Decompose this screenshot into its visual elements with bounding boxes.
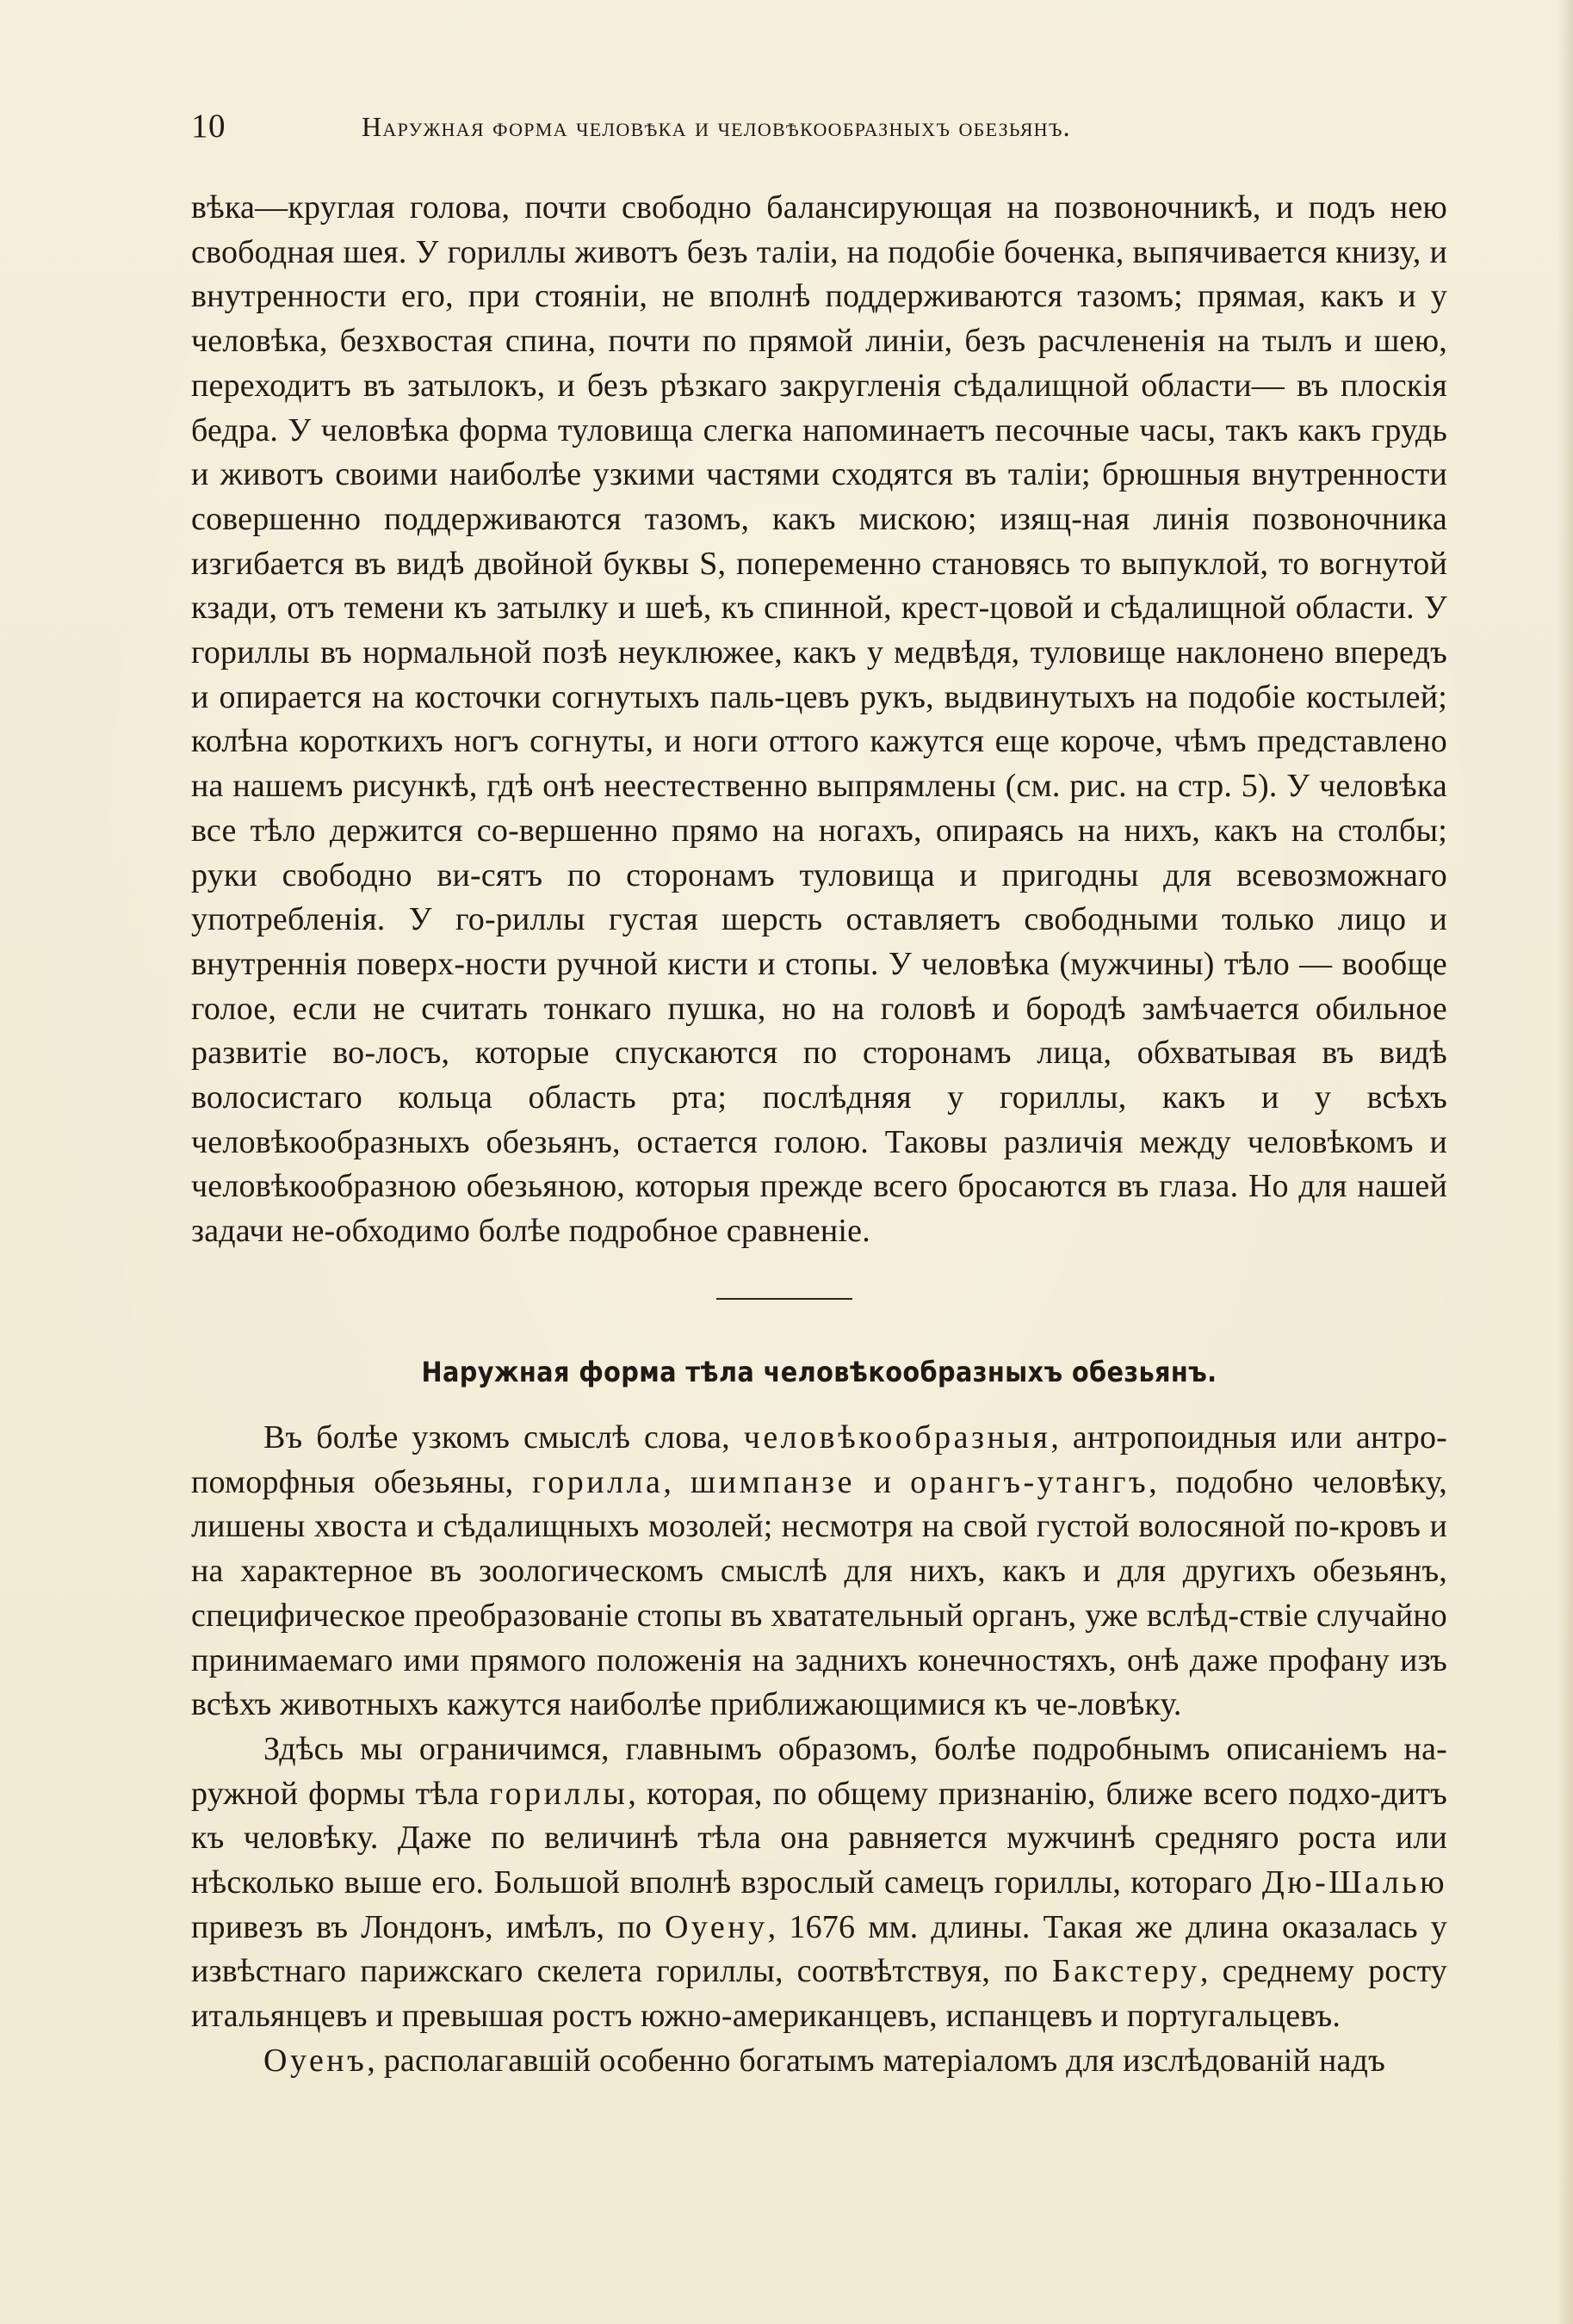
text-run: , 1676 мм. длины. Такая же длина оказалась у извѣстнаго парижскаго скелета гориллы, соотвѣтствуя, по: [191, 1908, 1447, 1990]
text-run: Въ болѣе узкомъ смыслѣ слова,: [263, 1419, 744, 1456]
spaced-term: человѣкообразныя: [743, 1419, 1051, 1456]
section-divider: [716, 1298, 852, 1300]
spaced-term: орангъ-утангъ: [910, 1463, 1149, 1500]
spaced-name: Оуенъ: [263, 2042, 368, 2079]
running-title: Наружная форма человѣка и человѣкообразныхъ обезьянъ.: [362, 111, 1071, 142]
spaced-term: шимпанзе: [690, 1463, 855, 1500]
page-edge-shadow: [1558, 0, 1573, 2324]
spaced-term: горилла: [532, 1463, 664, 1500]
spaced-term: гориллы: [489, 1775, 629, 1812]
section-text-block: [191, 1416, 1447, 2084]
text-run: ,: [663, 1463, 691, 1500]
text-run: , которая, по общему признанію, ближе всего подхо-дитъ къ человѣку. Даже по величинѣ тѣла она равняется мужчинѣ средняго роста или нѣсколько выше его. Большой вполнѣ взрослый самецъ гориллы, котораго: [191, 1775, 1447, 1901]
spaced-name: Оуену: [664, 1908, 768, 1945]
continued-text-block: [191, 186, 1447, 1254]
section-heading: Наружная форма тѣла человѣкообразныхъ обезьянъ.: [421, 1356, 1217, 1388]
text-run: Здѣсь мы ограничимся, главнымъ образомъ, болѣе подробнымъ описаніемъ на-ружной формы тѣла: [191, 1730, 1447, 1812]
text-run: привезъ въ Лондонъ, имѣлъ, по: [191, 1908, 665, 1945]
text-run: , антропоидныя или антро-поморфныя обезьяны,: [191, 1419, 1448, 1500]
text-run: , среднему росту итальянцевъ и превышая ростъ южно-американцевъ, испанцевъ и португальцевъ.: [191, 1953, 1447, 2035]
text-run: и: [854, 1463, 911, 1500]
paragraph-continued: вѣка—круглая голова, почти свободно балансирующая на позвоночникѣ, и подъ нею свободная шея. У гориллы животъ безъ таліи, на подобіе боченка, выпячивается книзу, и внутренности его, при стояніи, не вполнѣ поддерживаются тазомъ; прямая, какъ и у человѣка, безхвостая спина, почти по прямой линіи, безъ расчлененія на тылъ и шею, переходитъ въ затылокъ, и безъ рѣзкаго закругленія сѣдалищной области— въ плоскія бедра. У человѣка форма туловища слегка напоминаетъ песочные часы, такъ какъ грудь и животъ своими наиболѣе узкими частями сходятся въ таліи; брюшныя внутренности совершенно поддерживаются тазомъ, какъ мискою; изящ-ная линія позвоночника изгибается въ видѣ двойной буквы S, попеременно становясь то выпуклой, то вогнутой кзади, отъ темени къ затылку и шеѣ, къ спинной, крест-цовой и сѣдалищной области. У гориллы въ нормальной позѣ неуклюжее, какъ у медвѣдя, туловище наклонено впередъ и опирается на косточки согнутыхъ паль-цевъ рукъ, выдвинутыхъ на подобіе костылей; колѣна короткихъ ногъ согнуты, и ноги оттого кажутся еще короче, чѣмъ представлено на нашемъ рисункѣ, гдѣ онѣ неестественно выпрямлены (см. рис. на стр. 5). У человѣка все тѣло держится со-вершенно прямо на ногахъ, опираясь на нихъ, какъ на столбы; руки свободно ви-сятъ по сторонамъ туловища и пригодны для всевозможнаго употребленія. У го-риллы густая шерсть оставляетъ свободными только лицо и внутреннія поверх-ности ручной кисти и стопы. У человѣка (мужчины) тѣло — вообще голое, если не считать тонкаго пушка, но на головѣ и бородѣ замѣчается обильное развитіе во-лосъ, которые спускаются по сторонамъ лица, обхватывая въ видѣ волосистаго кольца область рта; послѣдняя у гориллы, какъ и у всѣхъ человѣкообразныхъ обезьянъ, остается голою. Таковы различія между человѣкомъ и человѣкообразною обезьяною, которыя прежде всего бросаются въ глаза. Но для нашей задачи не-обходимо болѣе подробное сравненіе.: [191, 189, 1447, 1250]
spaced-name: Дю-Шалью: [1261, 1864, 1447, 1901]
spaced-name: Бакстеру: [1051, 1953, 1200, 1990]
text-run: , располагавшій особенно богатымъ матеріаломъ для изслѣдованій надъ: [367, 2042, 1385, 2079]
text-run: , подобно человѣку, лишены хвоста и сѣдалищныхъ мозолей; несмотря на свой густой волосяной по-кровъ и на характерное въ зоологическомъ смыслѣ для нихъ, какъ и для другихъ обезьянъ, специфическое преобразованіе стопы въ хватательный органъ, уже вслѣд-ствіе случайно принимаемаго ими прямого положенія на заднихъ конечностяхъ, онѣ даже профану изъ всѣхъ животныхъ кажутся наиболѣе приближающимися къ че-ловѣку.: [191, 1463, 1448, 1723]
page-header: [191, 105, 1272, 148]
paragraph-owen: [191, 2039, 1447, 2084]
paragraph-gorilla-description: [191, 1728, 1447, 2039]
paragraph-anthropoids: [191, 1416, 1447, 1728]
page-number: 10: [191, 108, 226, 145]
